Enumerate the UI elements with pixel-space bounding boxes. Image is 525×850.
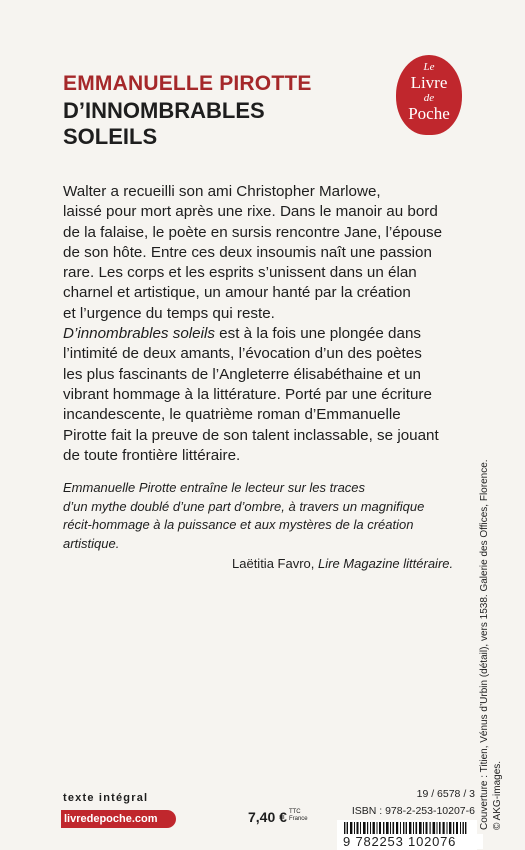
blurb-line: de la falaise, le poète en sursis rencontre Jane, l’épouse (63, 223, 443, 241)
logo-text-livre: Livre (410, 73, 448, 92)
quote-line: artistique. (63, 535, 120, 551)
blurb-line: Walter a recueilli son ami Christopher Marlowe, (63, 183, 381, 200)
reference-number: 19 / 6578 / 3 (416, 788, 475, 800)
logo-text-poche: Poche (408, 104, 450, 123)
quote-line: d’un mythe doublé d’une part d’ombre, à travers un magnifique (63, 498, 425, 514)
blurb-line: les plus fascinants de l’Angleterre élisabéthaine et un (63, 365, 421, 383)
blurb-line-para2-start (63, 324, 473, 344)
blurb-line-rest: est à la fois une plongée dans (214, 325, 421, 343)
blurb-line: vibrant hommage à la littérature. Porté par une écriture (63, 385, 432, 403)
blurb-line: rare. Les corps et les esprits s’unissent dans un élan (63, 264, 417, 282)
blurb-line: incandescente, le quatrième roman d’Emmanuelle (63, 406, 401, 424)
logo-text-de: de (423, 92, 435, 104)
isbn: ISBN : 978-2-253-10207-6 (351, 805, 475, 817)
book-title (63, 98, 363, 150)
quote-line: Emmanuelle Pirotte entraîne le lecteur sur les traces (63, 480, 366, 495)
blurb-line: de toute frontière littéraire. (63, 446, 241, 464)
press-quote (63, 479, 473, 553)
cover-credit (478, 459, 520, 830)
price (248, 809, 308, 825)
blurb-line: laissé pour mort après une rixe. Dans le manoir au bord (63, 203, 438, 221)
texte-integral-label: texte intégral (63, 792, 149, 804)
barcode-digits: 9 782253 102076 (337, 834, 483, 849)
blurb (63, 182, 473, 466)
credit-line-2: © AKG-images. (492, 760, 503, 830)
title-line-1: D’INNOMBRABLES (63, 98, 265, 123)
logo-text-le: Le (423, 61, 435, 73)
quote-line: récit-hommage à la puissance et aux mystères de la création (63, 517, 414, 532)
blurb-line: Pirotte fait la preuve de son talent inclassable, se jouant (63, 426, 439, 444)
blurb-line: charnel et artistique, un amour hanté par la création (63, 284, 411, 302)
blurb-title-italic: D’innombrables soleils (63, 325, 215, 343)
attribution-name: Laëtitia Favro, (232, 556, 318, 571)
price-value: 7,40 € (248, 809, 287, 825)
website-badge[interactable]: livredepoche.com (61, 810, 176, 828)
blurb-line: et l’urgence du temps qui reste. (63, 304, 275, 322)
blurb-line: de son hôte. Entre ces deux insoumis naît une passion (63, 243, 432, 261)
title-line-2: SOLEILS (63, 124, 158, 149)
price-note: TTC France (288, 809, 308, 822)
credit-line-1: Couverture : Titien, Vénus d’Urbin (détail), vers 1538. Galerie des Offices, Florence. (479, 459, 490, 830)
quote-attribution (232, 556, 453, 571)
blurb-line: l’intimité de deux amants, l’évocation d’un des poètes (63, 345, 422, 363)
livre-de-poche-logo (396, 55, 462, 135)
attribution-source: Lire Magazine littéraire. (318, 556, 454, 571)
author-name: EMMANUELLE PIROTTE (63, 72, 312, 95)
